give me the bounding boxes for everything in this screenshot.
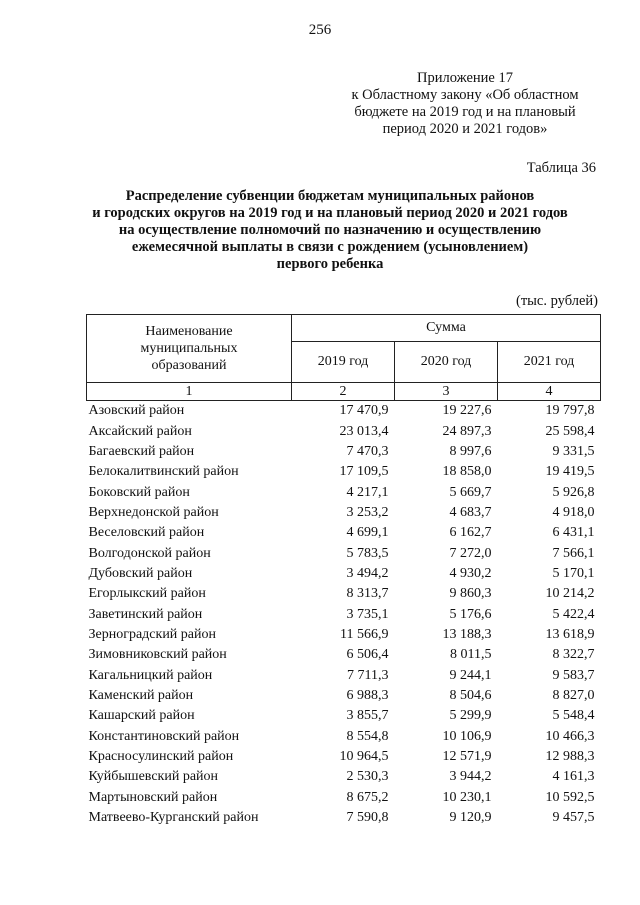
row-value-2020: 8 504,6 — [449, 687, 492, 703]
header-name-line-2: муниципальных — [140, 341, 238, 356]
row-value-2019: 23 013,4 — [339, 423, 389, 439]
row-name-cell: Белокалитвинский район — [88, 464, 239, 480]
row-value-2020: 18 858,0 — [442, 464, 492, 480]
table-row — [87, 584, 601, 604]
header-name-line-3: образований — [151, 358, 227, 373]
table-body — [87, 401, 601, 829]
row-value-2019: 6 988,3 — [346, 687, 389, 703]
row-value-2019: 2 530,3 — [346, 769, 389, 785]
row-name-cell: Красносулинский район — [88, 749, 234, 765]
header-year-2021: 2021 год — [498, 342, 601, 383]
row-value-2020: 19 227,6 — [442, 403, 492, 419]
row-name-cell: Кашарский район — [88, 708, 195, 724]
table-row — [87, 442, 601, 462]
page-number: 256 — [308, 22, 332, 38]
row-value-2020: 10 230,1 — [442, 789, 492, 805]
title-line-1: Распределение субвенции бюджетам муниципальных районов — [125, 188, 535, 204]
appendix-note — [330, 70, 600, 138]
row-value-2020: 13 188,3 — [442, 626, 492, 642]
header-name-line-1: Наименование — [145, 324, 233, 339]
row-value-2020: 8 011,5 — [450, 647, 492, 663]
row-value-2021: 5 926,8 — [552, 484, 595, 500]
header-index-1: 1 — [87, 383, 292, 401]
row-name-cell: Каменский район — [88, 687, 194, 703]
table-row — [87, 523, 601, 543]
row-value-2019: 17 109,5 — [339, 464, 389, 480]
row-value-2021: 8 322,7 — [552, 647, 595, 663]
table-row — [87, 727, 601, 747]
row-value-2019: 3 855,7 — [346, 708, 389, 724]
row-name-cell: Кагальницкий район — [88, 667, 213, 683]
header-index-4: 4 — [498, 383, 601, 401]
row-value-2020: 4 930,2 — [449, 565, 492, 581]
title-line-3: на осуществление полномочий по назначению и осуществлению — [118, 222, 542, 238]
row-value-2020: 9 860,3 — [449, 586, 492, 602]
table-row — [87, 686, 601, 706]
row-value-2020: 24 897,3 — [442, 423, 492, 439]
document-title — [70, 188, 590, 273]
appendix-line-2: к Областному закону «Об областном — [351, 87, 579, 103]
table-number: Таблица 36 — [526, 160, 596, 176]
title-line-4: ежемесячной выплаты в связи с рождением (усыновлением) — [131, 239, 529, 255]
row-value-2021: 4 161,3 — [552, 769, 595, 785]
row-value-2021: 6 431,1 — [552, 525, 595, 541]
row-name-cell: Егорлыкский район — [88, 586, 206, 602]
row-value-2021: 5 422,4 — [552, 606, 595, 622]
table-row — [87, 401, 601, 422]
subvention-table — [86, 314, 601, 828]
row-value-2019: 4 699,1 — [346, 525, 389, 541]
row-value-2020: 10 106,9 — [442, 728, 492, 744]
row-value-2021: 9 583,7 — [552, 667, 595, 683]
table-row — [87, 808, 601, 828]
row-value-2020: 8 997,6 — [449, 443, 492, 459]
table-row — [87, 747, 601, 767]
units-label: (тыс. рублей) — [516, 293, 598, 309]
header-year-2020: 2020 год — [395, 342, 498, 383]
row-value-2021: 12 988,3 — [545, 749, 595, 765]
row-name-cell: Константиновский район — [88, 728, 240, 744]
header-index-3: 3 — [395, 383, 498, 401]
row-value-2021: 10 466,3 — [545, 728, 595, 744]
table-row — [87, 462, 601, 482]
row-name-cell: Куйбышевский район — [88, 769, 219, 785]
row-value-2019: 4 217,1 — [346, 484, 389, 500]
row-value-2019: 8 313,7 — [346, 586, 389, 602]
table-row — [87, 706, 601, 726]
row-value-2021: 25 598,4 — [545, 423, 595, 439]
row-value-2021: 7 566,1 — [552, 545, 595, 561]
row-name-cell: Азовский район — [88, 403, 185, 419]
row-name-cell: Волгодонской район — [88, 545, 211, 561]
row-value-2019: 5 783,5 — [346, 545, 389, 561]
row-value-2020: 12 571,9 — [442, 749, 492, 765]
table-row — [87, 503, 601, 523]
row-value-2020: 5 176,6 — [449, 606, 492, 622]
table-row — [87, 421, 601, 441]
row-value-2020: 9 244,1 — [449, 667, 492, 683]
row-value-2019: 3 735,1 — [346, 606, 389, 622]
row-value-2021: 10 592,5 — [545, 789, 595, 805]
row-value-2021: 19 797,8 — [545, 403, 595, 419]
header-index-2: 2 — [292, 383, 395, 401]
header-name — [87, 315, 292, 383]
row-value-2020: 6 162,7 — [449, 525, 492, 541]
row-name-cell: Веселовский район — [88, 525, 205, 541]
header-year-2019: 2019 год — [292, 342, 395, 383]
appendix-line-3: бюджете на 2019 год и на плановый — [354, 104, 576, 120]
table-row — [87, 665, 601, 685]
table-row — [87, 543, 601, 563]
row-value-2019: 6 506,4 — [346, 647, 389, 663]
table-row — [87, 482, 601, 502]
row-value-2019: 3 494,2 — [346, 565, 389, 581]
row-value-2020: 9 120,9 — [449, 810, 492, 826]
row-value-2019: 8 675,2 — [346, 789, 389, 805]
row-name-cell: Боковский район — [88, 484, 190, 500]
row-value-2021: 4 918,0 — [552, 504, 595, 520]
row-name-cell: Матвеево-Курганский район — [88, 810, 259, 826]
row-value-2020: 4 683,7 — [449, 504, 492, 520]
row-value-2021: 13 618,9 — [545, 626, 595, 642]
row-value-2021: 10 214,2 — [545, 586, 595, 602]
row-value-2019: 7 470,3 — [346, 443, 389, 459]
row-name-cell: Зерноградский район — [88, 626, 216, 642]
table-row — [87, 767, 601, 787]
title-line-2: и городских округов на 2019 год и на плановый период 2020 и 2021 годов — [92, 205, 568, 221]
row-name-cell: Аксайский район — [88, 423, 192, 439]
row-name-cell: Заветинский район — [88, 606, 203, 622]
row-name-cell: Дубовский район — [88, 565, 193, 581]
row-value-2020: 5 669,7 — [449, 484, 492, 500]
table-row — [87, 625, 601, 645]
table-row — [87, 645, 601, 665]
row-value-2019: 10 964,5 — [339, 749, 389, 765]
table-header — [87, 315, 601, 401]
row-value-2019: 17 470,9 — [339, 403, 389, 419]
row-value-2020: 3 944,2 — [449, 769, 492, 785]
row-name-cell: Зимовниковский район — [88, 647, 227, 663]
row-value-2021: 9 331,5 — [552, 443, 595, 459]
table-row — [87, 564, 601, 584]
row-name-cell: Мартыновский район — [88, 789, 218, 805]
title-line-5: первого ребенка — [276, 256, 384, 272]
row-value-2021: 5 548,4 — [552, 708, 595, 724]
appendix-line-1: Приложение 17 — [417, 70, 513, 86]
row-value-2021: 5 170,1 — [552, 565, 595, 581]
header-sum: Сумма — [292, 315, 601, 342]
row-value-2021: 9 457,5 — [552, 810, 595, 826]
table-row — [87, 788, 601, 808]
row-value-2020: 7 272,0 — [449, 545, 492, 561]
appendix-line-4: период 2020 и 2021 годов» — [382, 121, 548, 137]
row-value-2020: 5 299,9 — [449, 708, 492, 724]
row-value-2019: 7 590,8 — [346, 810, 389, 826]
row-value-2021: 19 419,5 — [545, 464, 595, 480]
row-value-2019: 8 554,8 — [346, 728, 389, 744]
row-value-2019: 11 566,9 — [340, 626, 389, 642]
table-row — [87, 604, 601, 624]
row-value-2019: 7 711,3 — [347, 667, 389, 683]
row-value-2021: 8 827,0 — [552, 687, 595, 703]
row-name-cell: Верхнедонской район — [88, 504, 219, 520]
row-name-cell: Багаевский район — [88, 443, 195, 459]
row-value-2019: 3 253,2 — [346, 504, 389, 520]
